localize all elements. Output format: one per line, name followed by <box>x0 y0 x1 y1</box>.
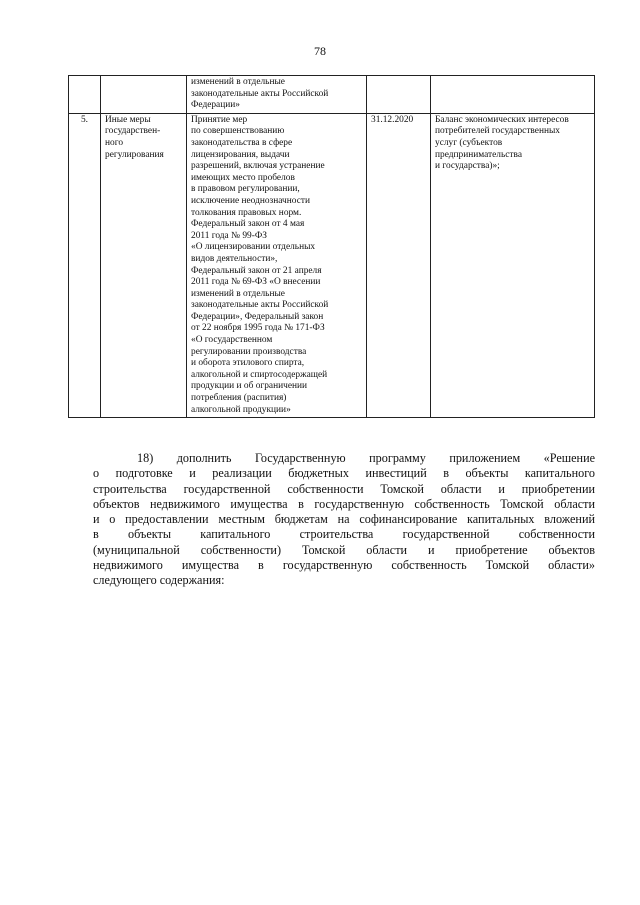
paragraph-line: в объекты капитального строительства государственной собственности <box>93 527 595 542</box>
cell-line: ного <box>105 137 124 148</box>
cell-line: лицензирования, выдачи <box>191 149 290 160</box>
cell-line: законодательные акты Российской <box>191 300 329 311</box>
cell-line: 2011 года № 69-ФЗ «О внесении <box>191 277 321 288</box>
cell-line: толкования правовых норм. <box>191 207 302 218</box>
table-cell <box>367 76 431 114</box>
cell-line: алкогольной и спиртосодержащей <box>191 369 328 380</box>
cell-line: разрешений, включая устранение <box>191 161 325 172</box>
paragraph-line: строительства государственной собственности Томской области и приобретении <box>93 481 595 496</box>
table-cell <box>431 76 595 114</box>
expected-result-cell <box>431 113 595 417</box>
cell-line: «О лицензировании отдельных <box>191 242 316 253</box>
cell-line: видов деятельности», <box>191 253 278 264</box>
cell-line: потребителей государственных <box>435 126 560 137</box>
cell-line: Баланс экономических интересов <box>435 114 569 125</box>
cell-line: имеющих место пробелов <box>191 172 295 183</box>
cell-line: алкогольной продукции» <box>191 404 291 415</box>
cell-line: Федерации», Федеральный закон <box>191 311 324 322</box>
cell-line: Федеральный закон от 21 апреля <box>191 265 322 276</box>
paragraph-line: и о предоставлении местным бюджетам на софинансирование капитальных вложений <box>93 512 595 527</box>
cell-line: по совершенствованию <box>191 126 285 137</box>
table-cell <box>101 76 187 114</box>
paragraph-line: о подготовке и реализации бюджетных инвестиций в объекты капитального <box>93 466 595 481</box>
measures-table <box>68 75 595 418</box>
table-cell <box>69 76 101 114</box>
measures-cell <box>187 76 367 114</box>
paragraph-line: следующего содержания: <box>93 573 225 588</box>
cell-line: потребления (распития) <box>191 393 287 404</box>
cell-line: регулировании производства <box>191 346 307 357</box>
cell-line: законодательные акты Российской <box>191 88 329 99</box>
cell-line: от 22 ноября 1995 года № 171-ФЗ <box>191 323 325 334</box>
paragraph-line: недвижимого имущества в государственную собственность Томской области» <box>93 558 595 573</box>
measures-cell <box>187 113 367 417</box>
cell-line: и оборота этилового спирта, <box>191 358 305 369</box>
page-number: 78 <box>314 44 326 58</box>
cell-line: предпринимательства <box>435 149 522 160</box>
table-row <box>69 76 595 114</box>
measure-name-cell <box>101 113 187 417</box>
cell-line: регулирования <box>105 149 164 160</box>
cell-line: в правовом регулировании, <box>191 184 300 195</box>
cell-line: изменений в отдельные <box>191 288 285 299</box>
paragraph-line: (муниципальной собственности) Томской области и приобретение объектов <box>93 542 595 557</box>
body-paragraph <box>93 451 595 589</box>
cell-line: услуг (субъектов <box>435 137 503 148</box>
paragraph-line: объектов недвижимого имущества в государственную собственность Томской области <box>93 496 595 511</box>
table-row <box>69 113 595 417</box>
cell-line: 2011 года № 99-ФЗ <box>191 230 267 241</box>
row-number: 5. <box>69 113 101 417</box>
cell-line: Принятие мер <box>191 114 248 125</box>
cell-line: законодательства в сфере <box>191 137 293 148</box>
cell-line: «О государственном <box>191 335 273 346</box>
cell-line: продукции и об ограничении <box>191 381 308 392</box>
cell-line: государствен- <box>105 126 161 137</box>
cell-line: и государства)»; <box>435 161 500 172</box>
cell-line: Федеральный закон от 4 мая <box>191 219 305 230</box>
cell-line: исключение неоднозначности <box>191 195 310 206</box>
deadline-date: 31.12.2020 <box>367 113 431 417</box>
paragraph-line: 18) дополнить Государственную программу приложением «Решение <box>137 451 595 465</box>
cell-line: Иные меры <box>105 114 151 125</box>
cell-line: изменений в отдельные <box>191 77 285 87</box>
cell-line: Федерации» <box>191 100 240 111</box>
